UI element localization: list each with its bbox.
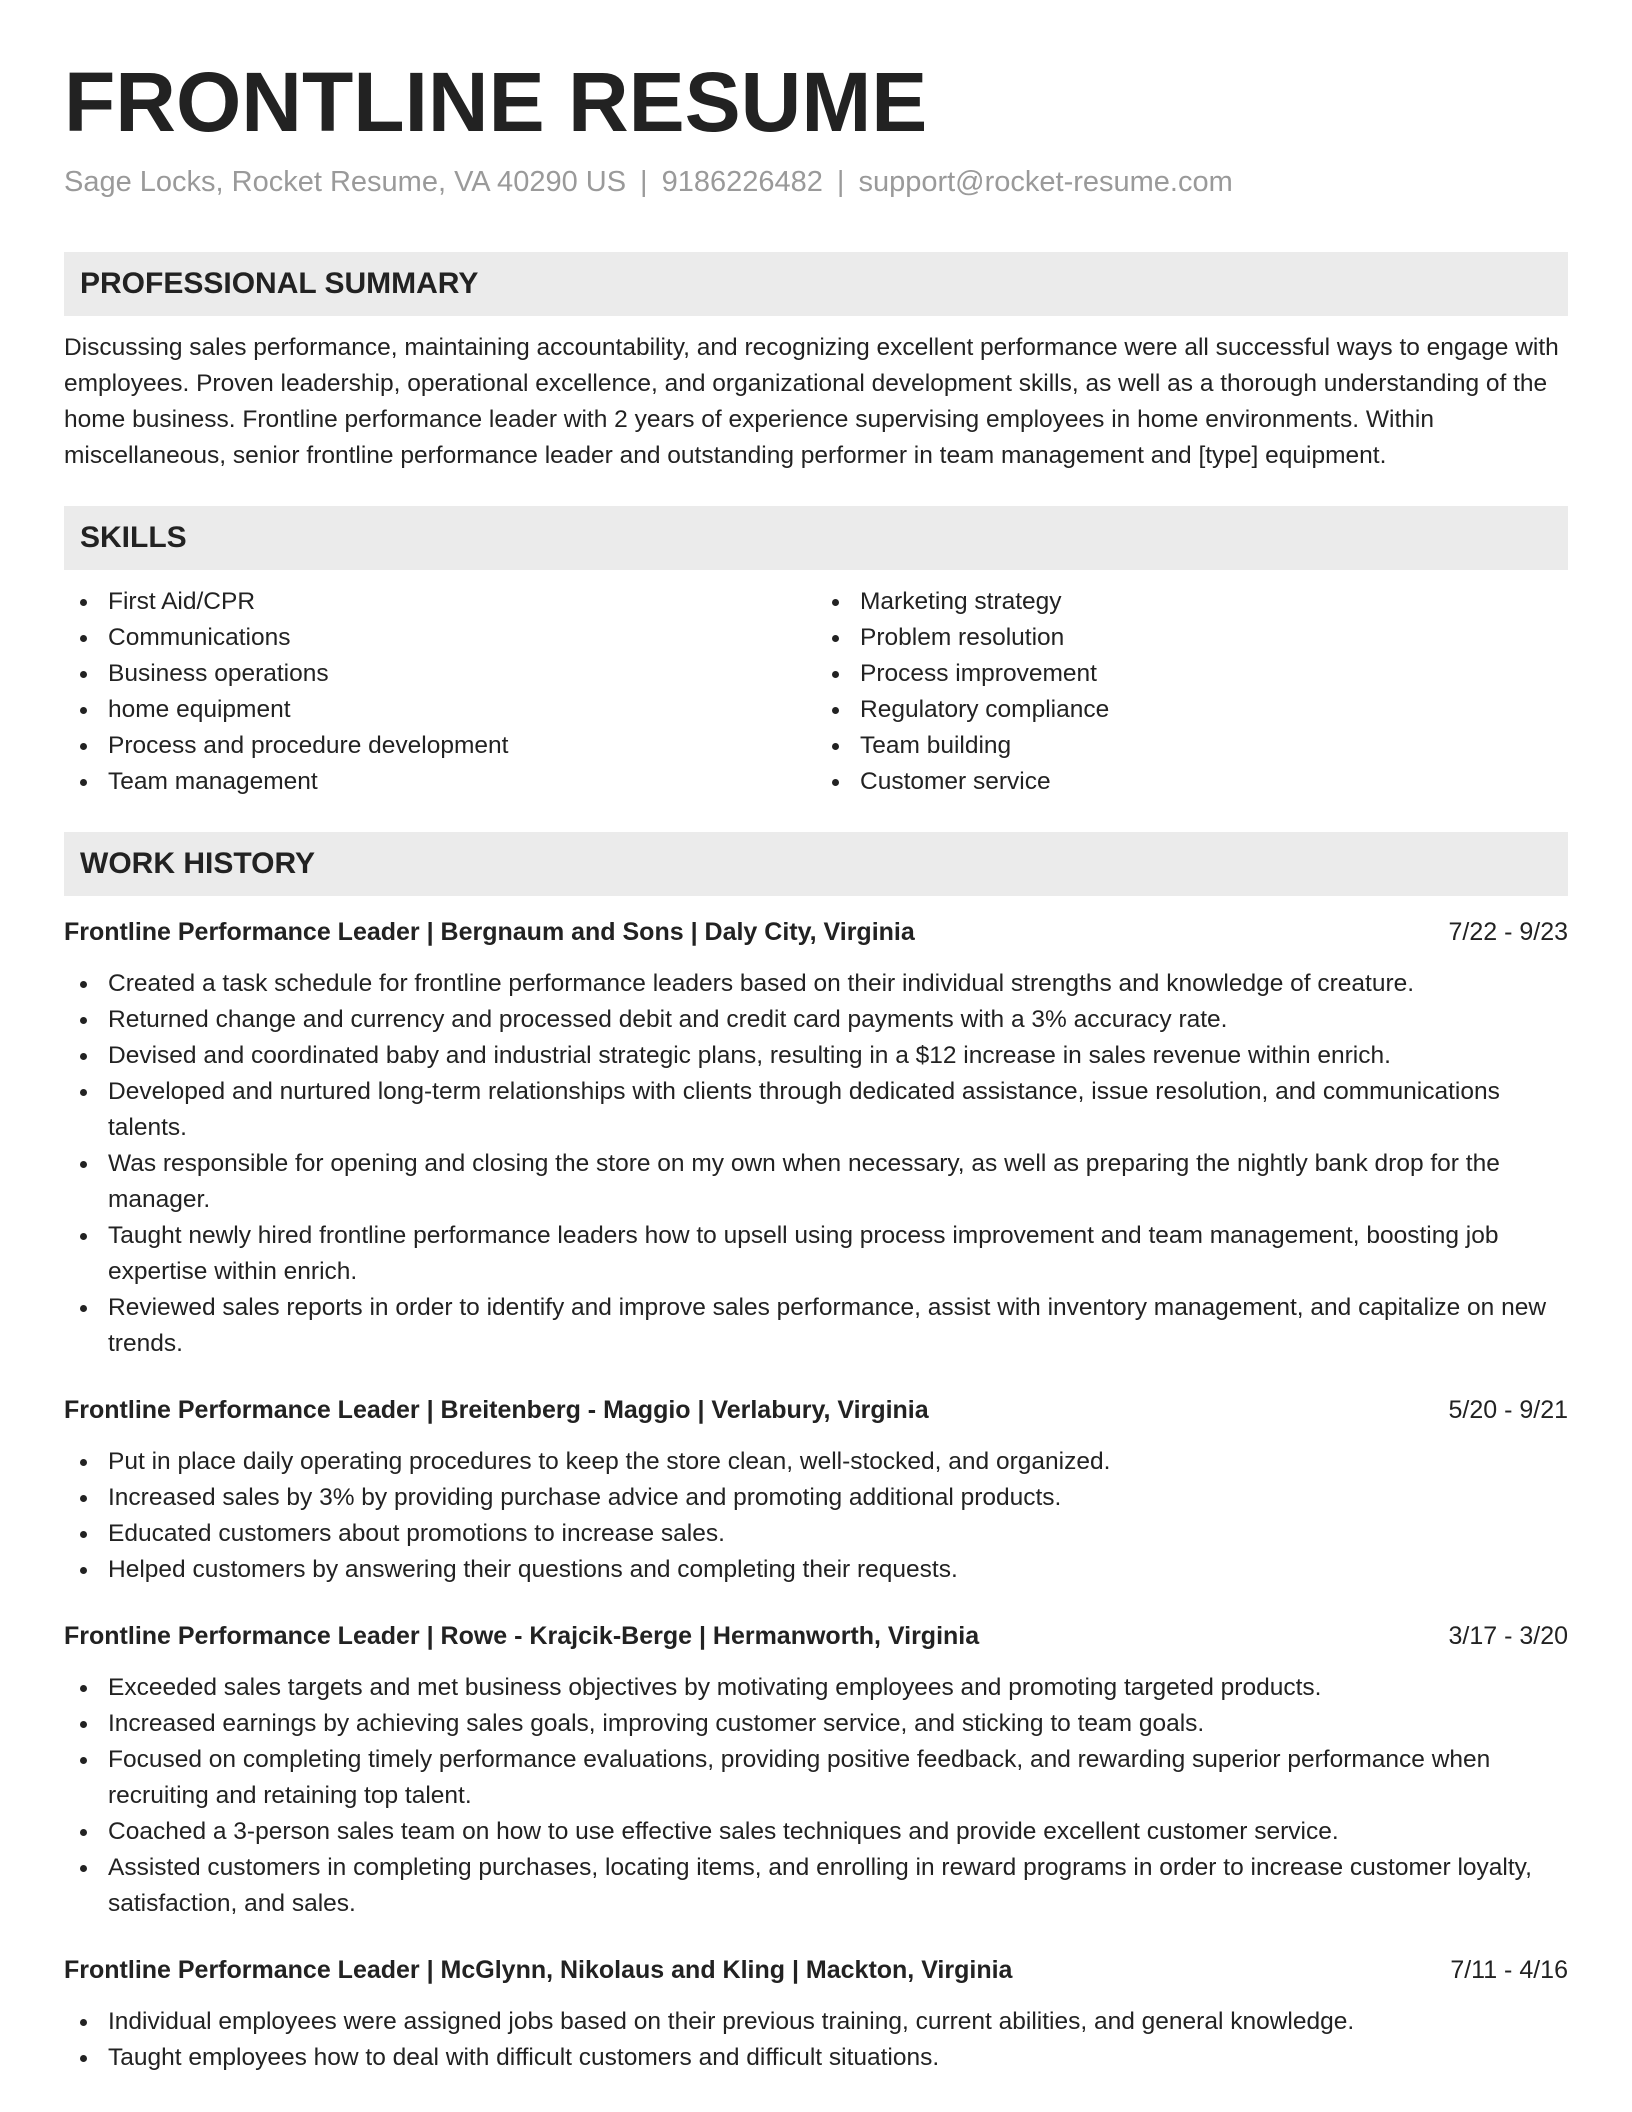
section-header-work-history: WORK HISTORY — [64, 832, 1568, 896]
skills-column-left — [64, 584, 816, 800]
job-bullet: Reviewed sales reports in order to identify and improve sales performance, assist with inventory management, and capitalize on new trends. — [64, 1290, 1568, 1362]
job-bullets — [64, 1670, 1568, 1922]
job-bullet: Was responsible for opening and closing the store on my own when necessary, as well as preparing the nightly bank drop for the manager. — [64, 1146, 1568, 1218]
section-header-summary: PROFESSIONAL SUMMARY — [64, 252, 1568, 316]
job-bullet: Taught newly hired frontline performance leaders how to upsell using process improvement and team management, boosting job expertise within enrich. — [64, 1218, 1568, 1290]
skills-column-right — [816, 584, 1568, 800]
resume-title: FRONTLINE RESUME — [64, 55, 928, 149]
skill-item: Team building — [816, 728, 1568, 764]
job-entry — [64, 914, 1568, 1362]
job-header — [64, 914, 1568, 950]
job-header — [64, 1618, 1568, 1654]
section-header-skills: SKILLS — [64, 506, 1568, 570]
contact-line — [64, 162, 1568, 202]
job-bullet: Helped customers by answering their questions and completing their requests. — [64, 1552, 1568, 1588]
skills-grid — [64, 584, 1568, 800]
job-bullet: Created a task schedule for frontline performance leaders based on their individual strengths and knowledge of creature. — [64, 966, 1568, 1002]
job-bullet: Returned change and currency and processed debit and credit card payments with a 3% accuracy rate. — [64, 1002, 1568, 1038]
job-bullet: Developed and nurtured long-term relationships with clients through dedicated assistance, issue resolution, and communications talents. — [64, 1074, 1568, 1146]
skill-item: First Aid/CPR — [64, 584, 816, 620]
job-dates: 7/11 - 4/16 — [1450, 1956, 1568, 1984]
job-bullet: Focused on completing timely performance evaluations, providing positive feedback, and rewarding superior performance when recruiting and retaining top talent. — [64, 1742, 1568, 1814]
job-dates: 5/20 - 9/21 — [1448, 1396, 1568, 1424]
job-header — [64, 1952, 1568, 1988]
job-title: Frontline Performance Leader | McGlynn, Nikolaus and Kling | Mackton, Virginia — [64, 1956, 1013, 1984]
job-bullets — [64, 1444, 1568, 1588]
job-entry — [64, 1618, 1568, 1922]
skill-item: Customer service — [816, 764, 1568, 800]
job-dates: 3/17 - 3/20 — [1448, 1622, 1568, 1650]
job-bullets — [64, 2004, 1568, 2076]
job-bullet: Devised and coordinated baby and industrial strategic plans, resulting in a $12 increase in sales revenue within enrich. — [64, 1038, 1568, 1074]
summary-text: Discussing sales performance, maintaining accountability, and recognizing excellent performance were all successful ways to engage with employees. Proven leadership, operational excellence, and organizational development skills, as well as a thorough understanding of the home business. Frontline performance leader with 2 years of experience supervising employees in home environments. Within miscellaneous, senior frontline performance leader and outstanding performer in team management and [type] equipment. — [64, 334, 1559, 469]
skill-item: Regulatory compliance — [816, 692, 1568, 728]
job-header — [64, 1392, 1568, 1428]
job-bullet: Taught employees how to deal with difficult customers and difficult situations. — [64, 2040, 1568, 2076]
job-entry — [64, 1392, 1568, 1588]
job-bullet: Coached a 3-person sales team on how to use effective sales techniques and provide excellent customer service. — [64, 1814, 1568, 1850]
skill-item: Communications — [64, 620, 816, 656]
job-dates: 7/22 - 9/23 — [1448, 918, 1568, 946]
contact-separator: | — [836, 166, 845, 198]
job-bullet: Increased sales by 3% by providing purchase advice and promoting additional products. — [64, 1480, 1568, 1516]
contact-phone: 9186226482 — [661, 166, 823, 198]
job-bullet: Educated customers about promotions to increase sales. — [64, 1516, 1568, 1552]
contact-separator: | — [640, 166, 648, 198]
skill-item: Business operations — [64, 656, 816, 692]
skill-item: Process improvement — [816, 656, 1568, 692]
job-bullet: Put in place daily operating procedures to keep the store clean, well-stocked, and organized. — [64, 1444, 1568, 1480]
skill-item: Problem resolution — [816, 620, 1568, 656]
job-title: Frontline Performance Leader | Breitenberg - Maggio | Verlabury, Virginia — [64, 1396, 929, 1424]
job-entry — [64, 1952, 1568, 2076]
job-bullet: Increased earnings by achieving sales goals, improving customer service, and sticking to team goals. — [64, 1706, 1568, 1742]
contact-address: Sage Locks, Rocket Resume, VA 40290 US — [64, 166, 627, 198]
job-bullet: Individual employees were assigned jobs based on their previous training, current abilities, and general knowledge. — [64, 2004, 1568, 2040]
job-bullet: Exceeded sales targets and met business objectives by motivating employees and promoting targeted products. — [64, 1670, 1568, 1706]
job-title: Frontline Performance Leader | Rowe - Krajcik-Berge | Hermanworth, Virginia — [64, 1622, 980, 1650]
job-title: Frontline Performance Leader | Bergnaum and Sons | Daly City, Virginia — [64, 918, 915, 946]
skill-item: Team management — [64, 764, 816, 800]
skill-item: Marketing strategy — [816, 584, 1568, 620]
job-bullets — [64, 966, 1568, 1362]
contact-email: support@rocket-resume.com — [858, 166, 1233, 198]
skill-item: Process and procedure development — [64, 728, 816, 764]
skill-item: home equipment — [64, 692, 816, 728]
job-bullet: Assisted customers in completing purchases, locating items, and enrolling in reward programs in order to increase customer loyalty, satisfaction, and sales. — [64, 1850, 1568, 1922]
